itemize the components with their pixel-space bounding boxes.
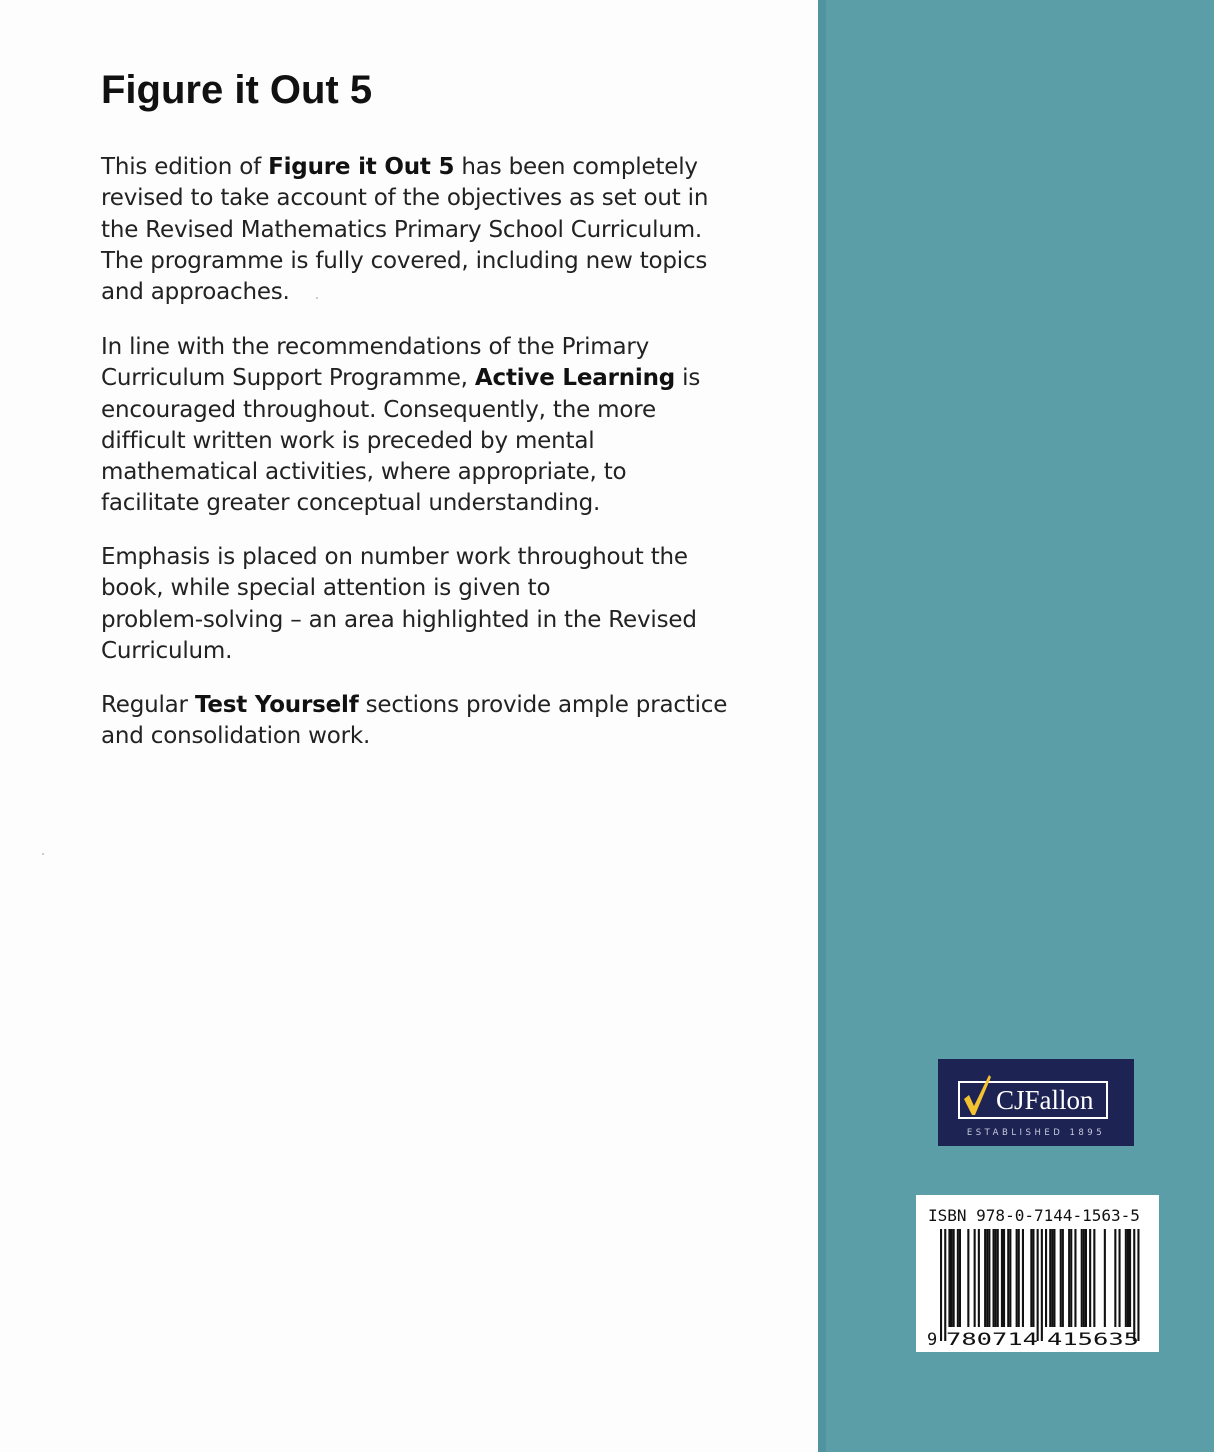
text-span: sections provide ample practice <box>358 692 728 718</box>
isbn-label: ISBN 978-0-7144-1563-5 <box>928 1206 1140 1225</box>
text-span: Regular <box>101 692 195 718</box>
bold-active-learning: Active Learning <box>474 365 676 392</box>
barcode-bar <box>959 1229 961 1327</box>
barcode-bar <box>940 1229 942 1341</box>
barcode-bar <box>1001 1229 1003 1327</box>
barcode-bar <box>1060 1229 1062 1327</box>
barcode-bar <box>1041 1229 1043 1341</box>
paragraph-line <box>101 363 751 394</box>
barcode-bar <box>1045 1229 1047 1327</box>
barcode-bar <box>995 1229 997 1327</box>
barcode-digits-right: 415635 <box>1047 1330 1139 1347</box>
barcode-bar <box>1007 1229 1009 1327</box>
barcode-bar <box>1114 1229 1116 1327</box>
barcode-bar <box>953 1229 955 1327</box>
paragraph-line: the Revised Mathematics Primary School Curriculum. <box>101 216 703 243</box>
paragraph-line: revised to take account of the objectives as set out in <box>101 185 709 212</box>
barcode-bar <box>1032 1229 1034 1327</box>
paragraph-line <box>101 690 751 721</box>
barcode-bar <box>1119 1229 1121 1327</box>
barcode-bar <box>988 1229 990 1327</box>
barcode-icon <box>926 1229 1151 1347</box>
barcode-bar <box>984 1229 986 1327</box>
paragraph-line: problem-solving – an area highlighted in the Revised <box>101 606 697 633</box>
barcode-bar <box>1068 1229 1070 1327</box>
barcode-bar <box>1003 1229 1005 1327</box>
barcode-bar <box>1030 1229 1032 1327</box>
barcode-bar <box>1129 1229 1131 1327</box>
barcode-bar <box>1104 1229 1106 1327</box>
barcode-digits-left: 780714 <box>946 1330 1038 1347</box>
barcode-bar <box>1093 1229 1095 1327</box>
paragraph-line: In line with the recommendations of the Primary <box>101 334 650 360</box>
paragraph-line <box>101 152 751 183</box>
bold-title-reference: Figure it Out 5 <box>268 154 455 180</box>
description-paragraph-1 <box>101 152 751 308</box>
barcode-bar <box>1125 1229 1127 1327</box>
barcode-bar <box>1062 1229 1064 1327</box>
paragraph-line: and approaches. <box>101 279 290 306</box>
barcode-bar <box>1133 1229 1135 1341</box>
band-edge <box>818 0 826 1452</box>
speck <box>42 853 44 855</box>
barcode-bar <box>1051 1229 1053 1327</box>
barcode-bar <box>986 1229 988 1327</box>
barcode-bar <box>1049 1229 1051 1327</box>
publisher-tagline: ESTABLISHED 1895 <box>966 1128 1106 1138</box>
barcode-bar <box>1137 1229 1139 1341</box>
barcode-bar <box>1127 1229 1129 1327</box>
barcode-bars <box>940 1229 1140 1341</box>
barcode-bar <box>1022 1229 1024 1327</box>
publisher-name: CJFallon <box>996 1085 1094 1115</box>
text-span: has been completely <box>454 154 698 180</box>
text-span: Curriculum Support Programme, <box>101 365 475 392</box>
barcode-bar <box>1018 1229 1020 1327</box>
barcode-bar <box>967 1229 969 1327</box>
paragraph-line: facilitate greater conceptual understanding. <box>101 490 601 517</box>
barcode-bar <box>948 1229 950 1327</box>
barcode-bar <box>1016 1229 1018 1327</box>
paragraph-line: The programme is fully covered, including new topics <box>101 247 708 274</box>
barcode-bar <box>1074 1229 1076 1327</box>
paragraph-line: difficult written work is preceded by mental <box>101 427 595 454</box>
paragraph-line: mathematical activities, where appropriate, to <box>101 459 627 486</box>
paragraph-line: and consolidation work. <box>101 723 371 750</box>
speck <box>316 297 318 299</box>
paragraph-line: book, while special attention is given to <box>101 575 551 602</box>
barcode-bar <box>1070 1229 1072 1327</box>
barcode-bar <box>978 1229 980 1327</box>
book-title: Figure it Out 5 <box>101 68 373 112</box>
barcode-bar <box>1089 1229 1091 1327</box>
publisher-logo <box>938 1059 1134 1146</box>
barcode-bar <box>1009 1229 1011 1327</box>
barcode-bar <box>1083 1229 1085 1327</box>
checkmark-icon <box>962 1073 992 1117</box>
logo-frame <box>958 1081 1108 1119</box>
barcode-bar <box>1053 1229 1055 1327</box>
barcode-bar <box>997 1229 999 1327</box>
barcode-bar <box>993 1229 995 1327</box>
barcode-bar <box>951 1229 953 1327</box>
description-paragraph-4 <box>101 690 751 753</box>
paragraph-line: encouraged throughout. Consequently, the more <box>101 396 656 423</box>
isbn-barcode-box <box>916 1195 1159 1352</box>
description-paragraph-2 <box>101 332 751 520</box>
paragraph-line: Curriculum. <box>101 637 233 664</box>
barcode-bar <box>944 1229 946 1341</box>
text-span: is <box>675 365 701 392</box>
bold-test-yourself: Test Yourself <box>194 692 359 718</box>
barcode-bar <box>957 1229 959 1327</box>
barcode-bar <box>974 1229 976 1327</box>
description-paragraph-3 <box>101 542 751 667</box>
barcode-bar <box>1081 1229 1083 1327</box>
paragraph-line: Emphasis is placed on number work throughout the <box>101 544 688 570</box>
text-span: This edition of <box>101 154 269 180</box>
barcode-bar <box>1037 1229 1039 1341</box>
barcode-bar <box>1085 1229 1087 1327</box>
barcode-digit-first: 9 <box>927 1330 938 1347</box>
